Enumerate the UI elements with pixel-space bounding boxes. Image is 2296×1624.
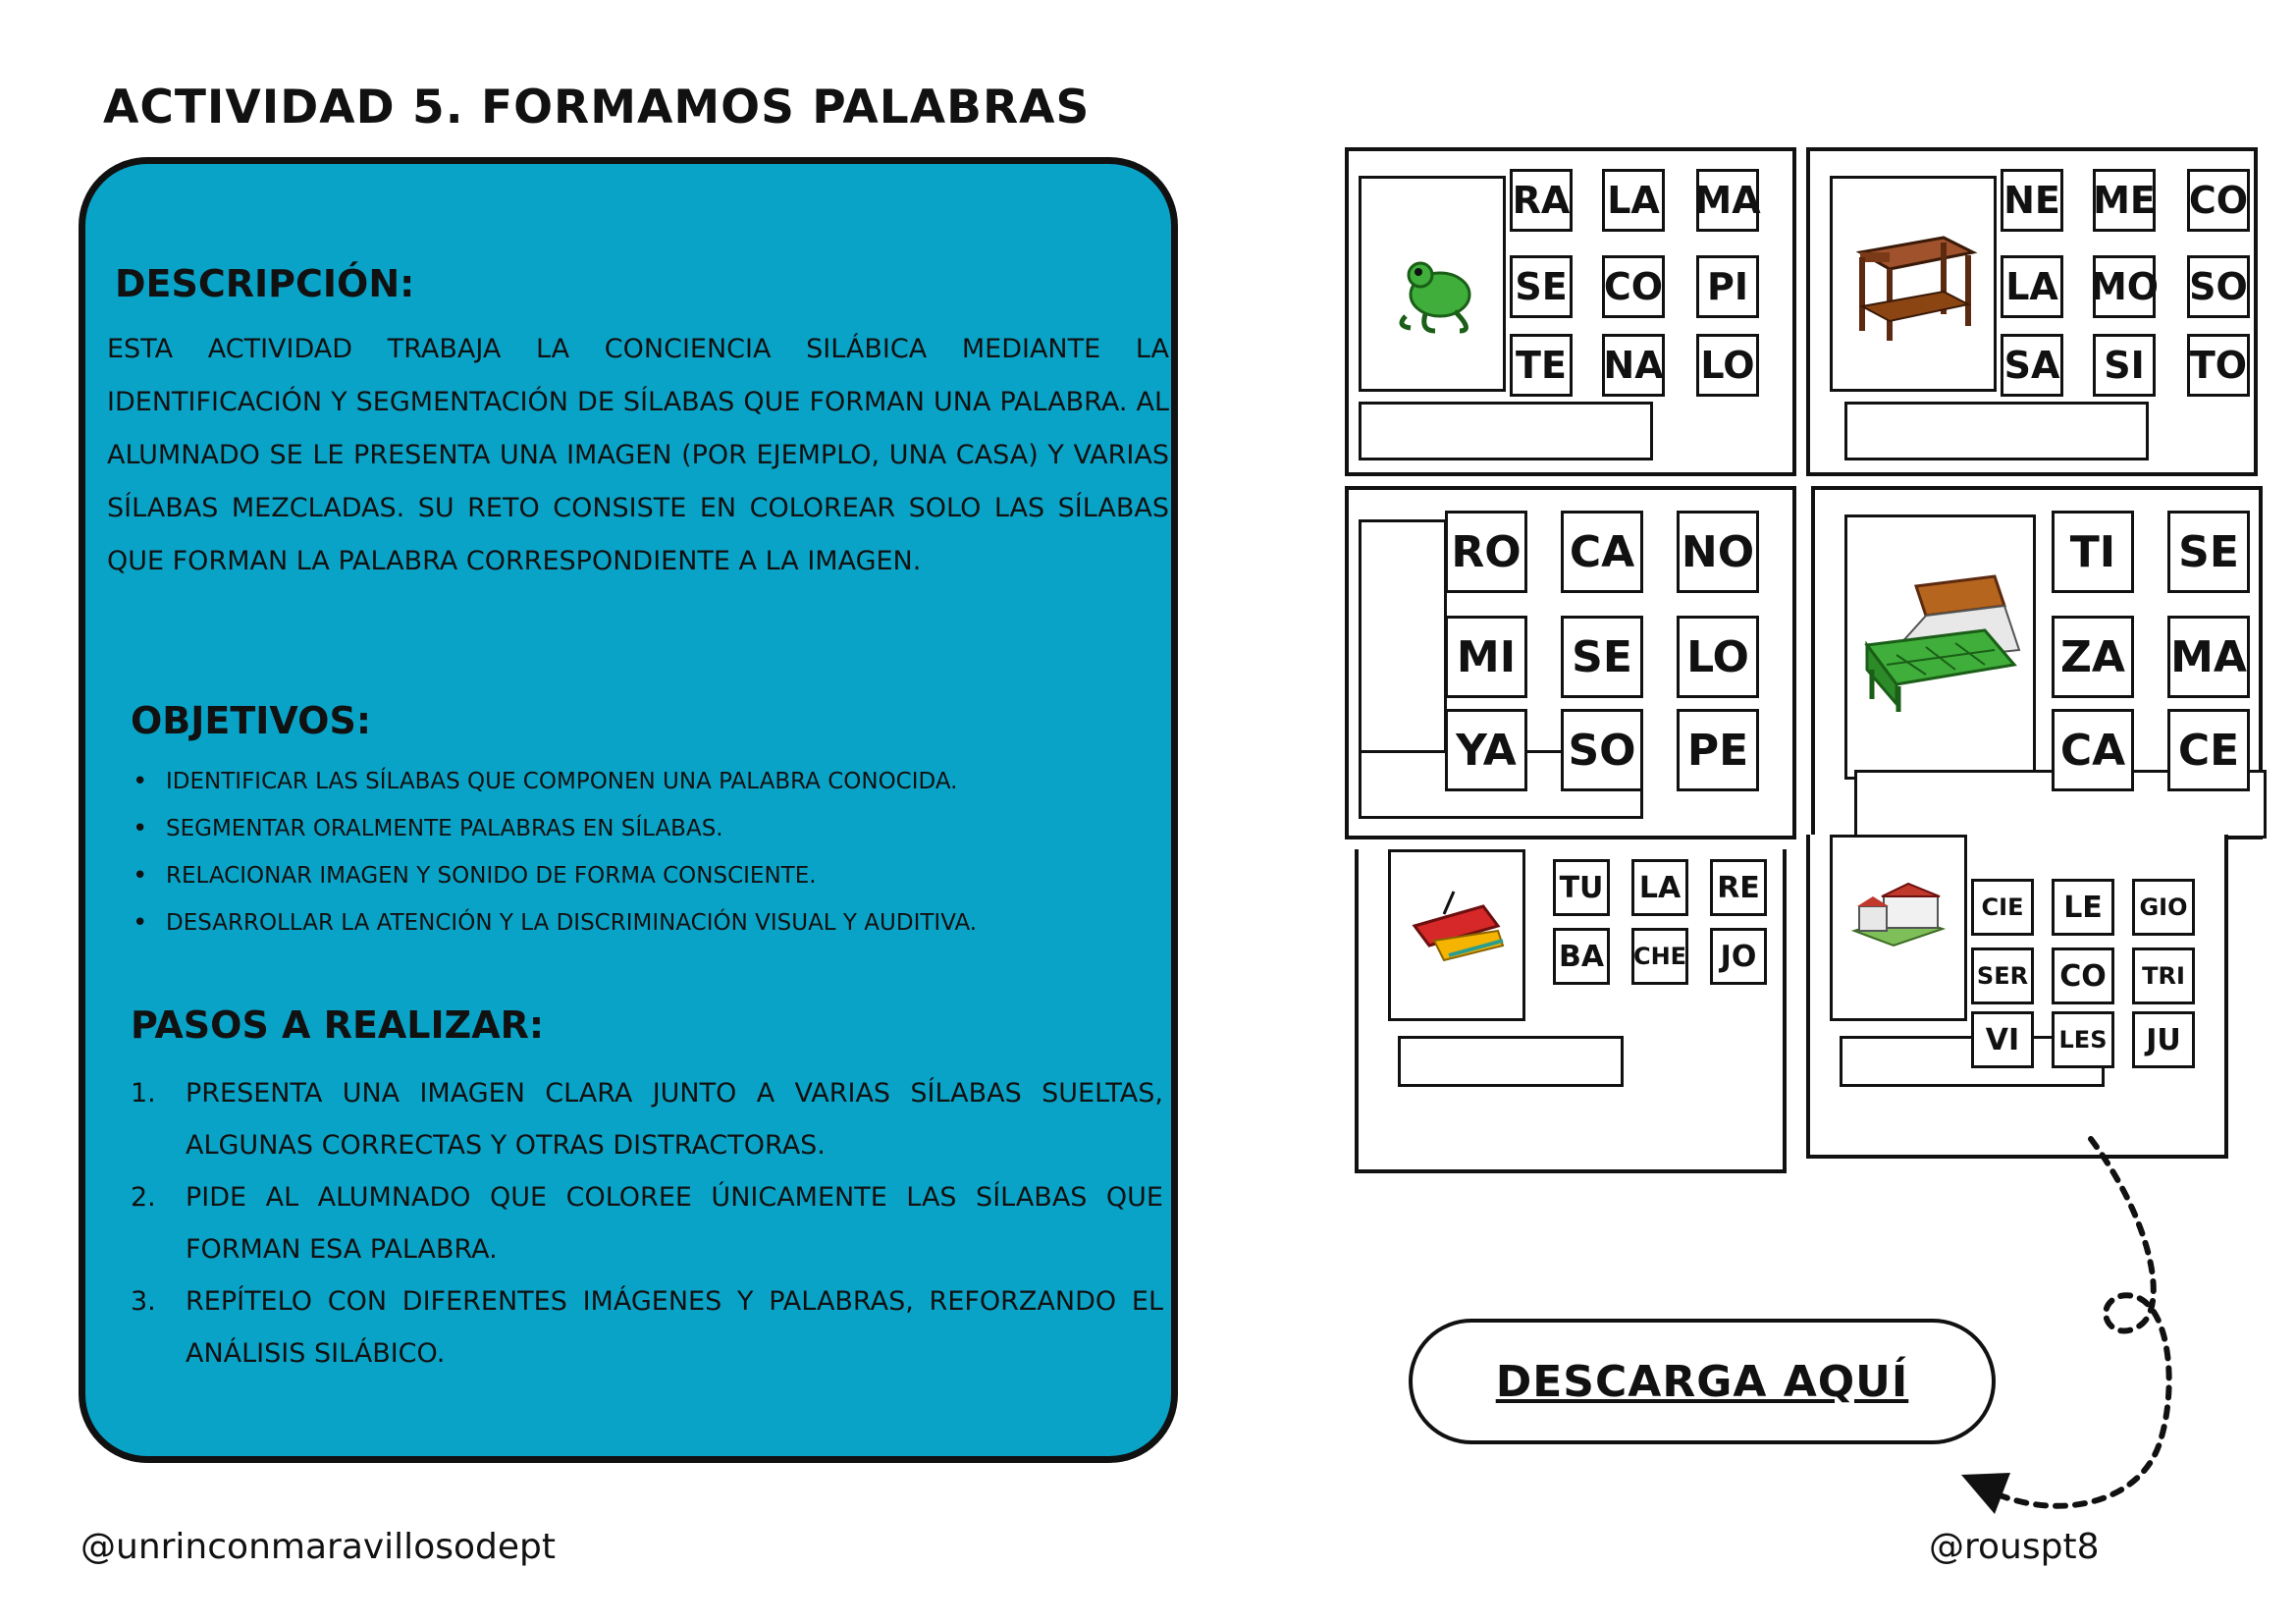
objective-item: • DESARROLLAR LA ATENCIÓN Y LA DISCRIMINACIÓN VISUAL Y AUDITIVA. (131, 899, 1171, 947)
syllable-tile: ZA (2052, 616, 2134, 698)
syllable-tile: BA (1553, 928, 1610, 985)
answer-box (1359, 402, 1653, 460)
objective-item: • SEGMENTAR ORALMENTE PALABRAS EN SÍLABAS. (131, 805, 1171, 852)
syllable-tile: LA (2001, 255, 2063, 318)
objective-item: • RELACIONAR IMAGEN Y SONIDO DE FORMA CONSCIENTE. (131, 852, 1171, 899)
syllable-tile: SE (1510, 255, 1573, 318)
syllable-tile: SI (2093, 334, 2156, 397)
syllable-tile: PI (1696, 255, 1759, 318)
pencil-case-icon (1405, 887, 1513, 975)
objectives-list (131, 758, 1171, 947)
syllable-tile: RO (1445, 511, 1527, 593)
step-text: PIDE AL ALUMNADO QUE COLOREE ÚNICAMENTE LAS SÍLABAS QUE FORMAN ESA PALABRA. (186, 1182, 1163, 1265)
syllable-tile: SER (1971, 947, 2034, 1004)
answer-box (1844, 402, 2149, 460)
step-number: 1. (131, 1078, 156, 1109)
picture-box (1830, 835, 1967, 1021)
syllable-tile: JO (1710, 928, 1767, 985)
syllable-tile: YA (1445, 709, 1527, 791)
syllable-tile: GIO (2132, 879, 2195, 936)
syllable-tile: LES (2052, 1011, 2114, 1068)
syllable-tile: TU (1553, 859, 1610, 916)
syllable-tile: LA (1631, 859, 1688, 916)
syllable-tile: MI (1445, 616, 1527, 698)
objectives-heading: OBJETIVOS: (131, 699, 372, 742)
description-heading: DESCRIPCIÓN: (115, 262, 415, 305)
dotted-arrow-icon (1944, 1129, 2199, 1542)
step-text: PRESENTA UNA IMAGEN CLARA JUNTO A VARIAS SÍLABAS SUELTAS, ALGUNAS CORRECTAS Y OTRAS DISTRACTORAS. (186, 1078, 1163, 1161)
syllable-tile: PE (1677, 709, 1759, 791)
syllable-tile: RA (1510, 169, 1573, 232)
syllable-tile: SO (1561, 709, 1643, 791)
syllable-tile: MO (2093, 255, 2156, 318)
step-number: 2. (131, 1182, 156, 1213)
school-icon (1844, 882, 1952, 970)
syllable-tile: SA (2001, 334, 2063, 397)
step-text: REPÍTELO CON DIFERENTES IMÁGENES Y PALABRAS, REFORZANDO EL ANÁLISIS SILÁBICO. (186, 1286, 1163, 1369)
syllable-tile: ME (2093, 169, 2156, 232)
activity-info-panel (79, 157, 1178, 1463)
syllable-tile: SE (1561, 616, 1643, 698)
syllable-tile: TE (1510, 334, 1573, 397)
syllable-tile: CA (1561, 511, 1643, 593)
picture-box (1830, 176, 1997, 392)
syllable-tile: JU (2132, 1011, 2195, 1068)
picture-box (1388, 849, 1525, 1021)
steps-list (131, 1067, 1163, 1380)
syllable-tile: TI (2052, 511, 2134, 593)
table-icon (1850, 228, 1978, 346)
syllable-tile: RE (1710, 859, 1767, 916)
syllable-tile: CO (2187, 169, 2250, 232)
syllable-tile: CIE (1971, 879, 2034, 936)
syllable-tile: CO (1602, 255, 1665, 318)
step-item (131, 1275, 1163, 1380)
syllable-tile: MA (2167, 616, 2250, 698)
download-button[interactable] (1409, 1319, 1996, 1444)
step-item (131, 1067, 1163, 1171)
syllable-tile: CO (2052, 947, 2114, 1004)
syllable-tile: LE (2052, 879, 2114, 936)
worksheet-preview (1364, 147, 2249, 1139)
syllable-tile: NA (1602, 334, 1665, 397)
answer-box (1398, 1036, 1624, 1087)
syllable-tile: VI (1971, 1011, 2034, 1068)
steps-heading: PASOS A REALIZAR: (131, 1003, 545, 1047)
syllable-tile: CHE (1631, 928, 1688, 985)
syllable-tile: SO (2187, 255, 2250, 318)
syllable-tile: LA (1602, 169, 1665, 232)
picture-box (1359, 519, 1447, 789)
download-button-label: DESCARGA AQUÍ (1495, 1356, 1909, 1407)
bed-icon (1857, 576, 2024, 714)
syllable-tile: TRI (2132, 947, 2195, 1004)
syllable-tile: SE (2167, 511, 2250, 593)
syllable-tile: CE (2167, 709, 2250, 791)
picture-box (1844, 514, 2036, 780)
picture-box (1359, 176, 1506, 392)
syllable-tile: LO (1696, 334, 1759, 397)
syllable-tile: NE (2001, 169, 2063, 232)
syllable-tile: LO (1677, 616, 1759, 698)
syllable-tile: MA (1696, 169, 1759, 232)
author-handle-left: @unrinconmaravillosodept (80, 1527, 556, 1567)
syllable-tile: NO (1677, 511, 1759, 593)
objective-item: • IDENTIFICAR LAS SÍLABAS QUE COMPONEN UNA PALABRA CONOCIDA. (131, 758, 1171, 805)
syllable-tile: CA (2052, 709, 2134, 791)
page-title: ACTIVIDAD 5. FORMAMOS PALABRAS (103, 81, 1091, 135)
author-handle-right: @rouspt8 (1929, 1527, 2100, 1567)
description-text: ESTA ACTIVIDAD TRABAJA LA CONCIENCIA SILÁBICA MEDIANTE LA IDENTIFICACIÓN Y SEGMENTACIÓN DE SÍLABAS QUE FORMAN UNA PALABRA. AL ALUMNADO SE LE PRESENTA UNA IMAGEN (POR EJEMPLO, UNA CASA) Y VARIAS SÍLABAS MEZCLADAS. SU RETO CONSISTE EN COLOREAR SOLO LAS SÍLABAS QUE FORMAN LA PALABRA CORRESPONDIENTE A LA IMAGEN. (107, 334, 1169, 576)
step-item (131, 1171, 1163, 1275)
syllable-tile: TO (2187, 334, 2250, 397)
step-number: 3. (131, 1286, 156, 1317)
frog-icon (1386, 247, 1484, 336)
